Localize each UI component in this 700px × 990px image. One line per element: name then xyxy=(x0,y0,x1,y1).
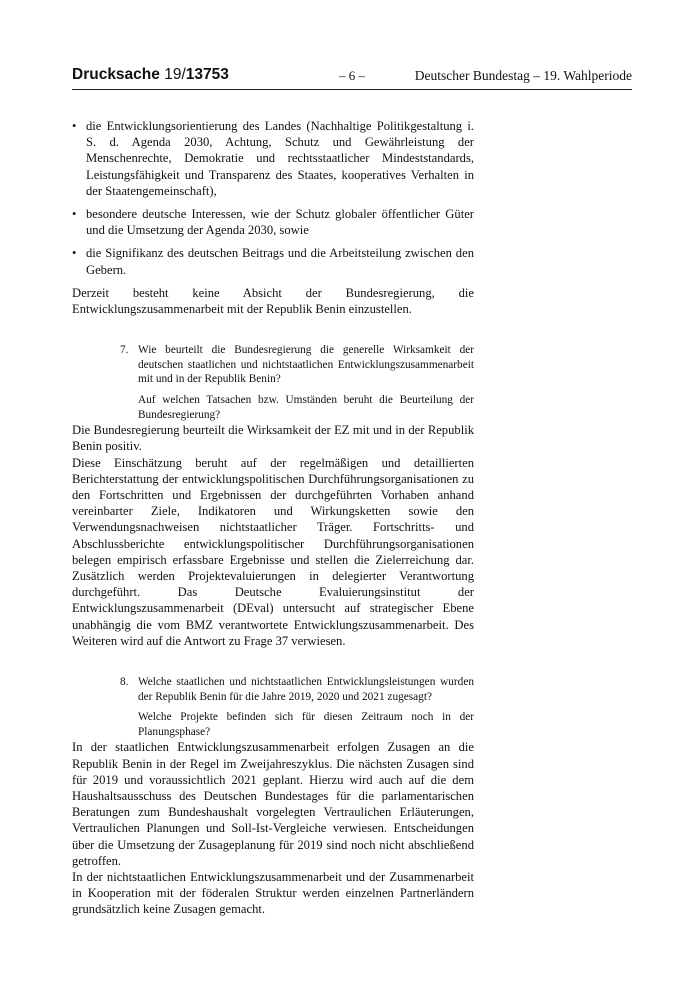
question-text xyxy=(120,675,474,704)
question-body: Welche staatlichen und nichtstaatlichen Entwicklungsleistungen wurden der Republik Benin für die Jahre 2019, 2020 und 2021 zugesagt? xyxy=(138,676,474,703)
paragraph: Die Bundesregierung beurteilt die Wirksamkeit der EZ mit und in der Republik Benin positiv. xyxy=(72,423,474,454)
header-rule xyxy=(72,89,632,90)
doc-number: 13753 xyxy=(185,66,229,83)
list-item xyxy=(72,245,474,277)
question-subtext: Welche Projekte befinden sich für diesen Zeitraum noch in der Planungsphase? xyxy=(138,711,474,738)
question-text xyxy=(120,343,474,387)
bullet-icon: • xyxy=(72,246,77,261)
page-header xyxy=(72,66,632,88)
bullet-icon: • xyxy=(72,119,77,133)
doc-number-prefix: 19/ xyxy=(164,66,186,83)
question-subtext: Auf welchen Tatsachen bzw. Umständen beruht die Beurteilung der Bundesregierung? xyxy=(138,394,474,421)
list-item xyxy=(72,206,474,238)
question-7 xyxy=(120,343,474,422)
criteria-list xyxy=(72,118,474,278)
list-item-text: die Entwicklungsorientierung des Landes (Nachhaltige Politikgestaltung i. S. d. Agenda 2030, Achtung, Schutz und Gewährleistung der Menschenrechte, Demokratie und rechtsstaatlicher Mindeststandards, Leistungsfähigkeit und Transparenz des Staates, kooperatives Verhalten in der Staatengemeinschaft), xyxy=(86,119,474,198)
list-item xyxy=(72,118,474,199)
doc-label: Drucksache xyxy=(72,66,160,83)
question-8 xyxy=(120,675,474,739)
parliament-label: Deutscher Bundestag – 19. Wahlperiode xyxy=(414,68,632,83)
paragraph: Diese Einschätzung beruht auf der regelmäßigen und detaillierten Berichterstattung der entwicklungspolitischen Durchführungsorganisationen zu den Fortschritten und Ergebnissen der durchgeführten Vorhaben anhand vereinbarter Ziele, Indikatoren und Wirkungsketten sowie den Verwendungsnachweisen nichtstaatlicher Träger. Fortschritts- und Abschlussberichte entwicklungspolitischer Durchführungsorganisationen belegen empirisch erfassbare Ergebnisse und stellen die Zielerreichung dar. Zusätzlich werden Projektevaluierungen in delegierter Verantwortung durchgeführt. Das Deutsche Evaluierungsinstitut der Entwicklungszusammenarbeit (DEval) untersucht auf strategischer Ebene unabhängig die vom BMZ verantwortete Entwicklungszusammenarbeit. Des Weiteren wird auf die Antwort zu Frage 37 verwiesen. xyxy=(72,455,474,648)
list-item-text: besondere deutsche Interessen, wie der Schutz globaler öffentlicher Güter und die Umsetzung der Agenda 2030, sowie xyxy=(86,207,474,238)
list-item-text: die Signifikanz des deutschen Beitrags und die Arbeitsteilung zwischen den Gebern. xyxy=(86,246,474,277)
paragraph: In der staatlichen Entwicklungszusammenarbeit erfolgen Zusagen an die Republik Benin in der Regel im Zweijahreszyklus. Die nächsten Zusagen sind für 2019 und voraussichtlich 2021 geplant. Hierzu wird auch auf die dem Haushaltsausschuss des Deutschen Bundestages für die parlamentarischen Beratungen zum Bundeshaushalt vorgelegten Vertraulichen Erläuterungen, Vertraulichen Planungen und Soll-Ist-Vergleiche verwiesen. Entscheidungen über die Umsetzung der Zusageplanung für 2019 sind noch nicht abschließend getroffen. xyxy=(72,740,474,868)
question-number: 7. xyxy=(120,344,129,357)
question-body: Wie beurteilt die Bundesregierung die generelle Wirksamkeit der deutschen staatlichen und nichtstaatlichen Entwicklungszusammenarbeit mit und in der Republik Benin? xyxy=(138,344,474,386)
bullet-icon: • xyxy=(72,207,77,222)
paragraph: Derzeit besteht keine Absicht der Bundesregierung, die Entwicklungszusammenarbeit mit der Republik Benin einzustellen. xyxy=(72,285,474,317)
paragraph: In der nichtstaatlichen Entwicklungszusammenarbeit und der Zusammenarbeit in Kooperation mit der föderalen Struktur werden einzelnen Partnerländern grundsätzlich keine Zusagen gemacht. xyxy=(72,870,474,917)
document-body xyxy=(72,118,474,918)
page-number: – 6 – xyxy=(339,68,365,83)
question-number: 8. xyxy=(120,676,129,689)
